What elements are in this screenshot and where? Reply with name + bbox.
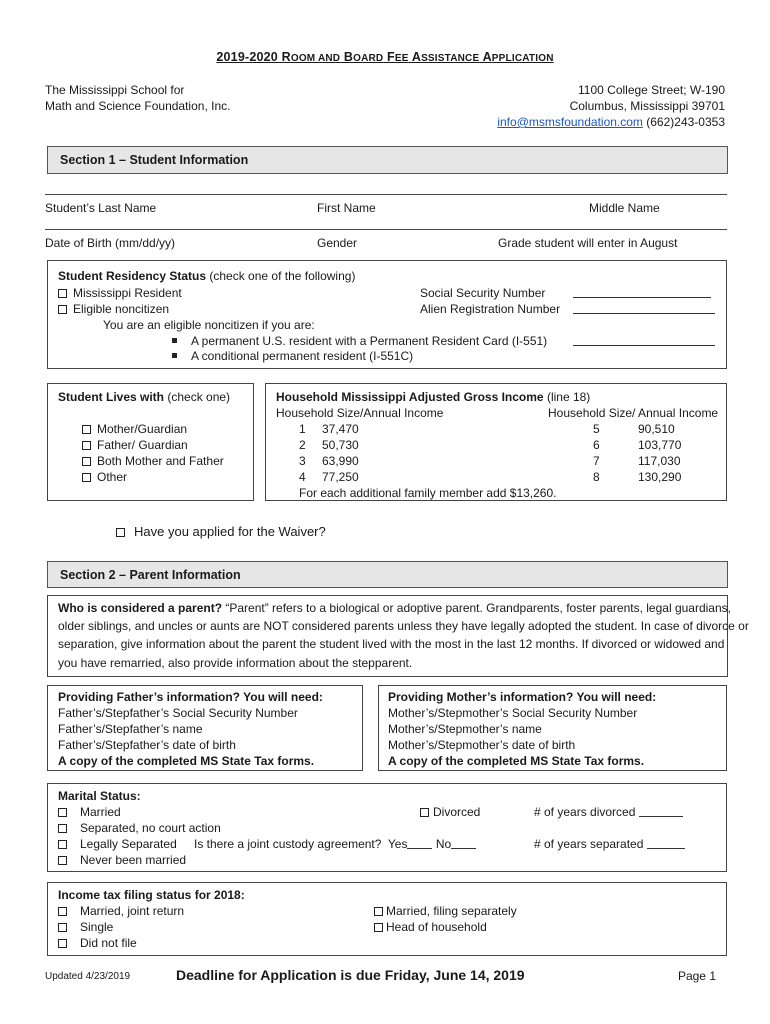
income-value: 63,990: [322, 454, 359, 468]
checkbox[interactable]: [374, 923, 383, 932]
eligible-intro: You are an eligible noncitizen if you are:: [103, 318, 315, 332]
parent-def-line-4: you have remarried, also provide information about the stepparent.: [58, 656, 413, 670]
checkbox[interactable]: [82, 457, 91, 466]
marital-title: Marital Status:: [58, 789, 141, 803]
tax-joint-option[interactable]: Married, joint return: [58, 903, 184, 919]
mother-info-title: Providing Mother’s information? You will need:: [388, 690, 657, 704]
waiver-checkbox[interactable]: [116, 528, 125, 537]
parent-def-line-3: separation, give information about the parent the student lived with the most in the last 12 months. If divorced or widowed and: [58, 637, 725, 651]
tax-separately-option[interactable]: Married, filing separately: [374, 903, 517, 919]
income-additional-note: For each additional family member add $13,260.: [299, 486, 557, 500]
income-row: 6: [593, 438, 600, 452]
dob-label: Date of Birth (mm/dd/yy): [45, 236, 176, 250]
lives-with-option-father[interactable]: Father/ Guardian: [82, 437, 188, 453]
years-divorced: # of years divorced: [534, 804, 683, 820]
years-separated: # of years separated: [534, 836, 685, 852]
checkbox[interactable]: [82, 441, 91, 450]
updated-date: Updated 4/23/2019: [45, 971, 131, 982]
father-info-tax-forms: A copy of the completed MS State Tax forms.: [58, 754, 315, 768]
section-1-heading: Section 1 – Student Information: [47, 146, 728, 174]
years-divorced-field[interactable]: [639, 805, 683, 817]
income-row: 7: [593, 454, 600, 468]
noncitizen-option[interactable]: Eligible noncitizen: [58, 301, 169, 317]
lives-with-title: Student Lives with (check one): [58, 390, 231, 404]
parent-def-line-2: older siblings, and uncles or aunts are NOT considered parents unless they have legally adopted the student. In case of divorce or: [58, 619, 749, 633]
income-value: 77,250: [322, 470, 359, 484]
divorced-option[interactable]: Divorced: [420, 804, 480, 820]
mother-info-line: Mother’s/Stepmother’s name: [388, 722, 542, 736]
checkbox[interactable]: [82, 425, 91, 434]
income-value: 103,770: [638, 438, 682, 452]
income-value: 37,470: [322, 422, 359, 436]
alien-label: Alien Registration Number: [420, 302, 561, 316]
checkbox[interactable]: [58, 824, 67, 833]
page-title: 2019-2020 ROOM AND BOARD FEE ASSISTANCE APPLICATION: [216, 50, 554, 64]
deadline-notice: Deadline for Application is due Friday, June 14, 2019: [176, 967, 525, 983]
resident-option[interactable]: Mississippi Resident: [58, 285, 182, 301]
checkbox[interactable]: [58, 856, 67, 865]
dob-line: [45, 229, 727, 230]
phone-number: (662)243-0353: [646, 115, 725, 129]
checkbox[interactable]: [58, 840, 67, 849]
alien-number-field[interactable]: [573, 302, 715, 314]
lives-with-option-other[interactable]: Other: [82, 469, 127, 485]
parent-def-line-1: Who is considered a parent? “Parent” refers to a biological or adoptive parent. Grandparents, foster parents, legal guardians,: [58, 601, 731, 615]
legally-separated-option[interactable]: Legally Separated: [58, 836, 177, 852]
income-value: 50,730: [322, 438, 359, 452]
page-number: Page 1: [677, 969, 716, 983]
joint-custody-yes-field[interactable]: [407, 837, 432, 849]
mother-info-line: Mother’s/Stepmother’s date of birth: [388, 738, 576, 752]
checkbox[interactable]: [420, 808, 429, 817]
checkbox[interactable]: [82, 473, 91, 482]
ssn-label: Social Security Number: [420, 286, 546, 300]
income-row: 2: [299, 438, 306, 452]
mother-info-tax-forms: A copy of the completed MS State Tax forms.: [388, 754, 645, 768]
separated-no-court-option[interactable]: Separated, no court action: [58, 820, 221, 836]
name-line: [45, 194, 727, 195]
married-option[interactable]: Married: [58, 804, 121, 820]
waiver-option[interactable]: Have you applied for the Waiver?: [116, 524, 326, 539]
bullet-icon: [172, 338, 177, 343]
grade-label: Grade student will enter in August: [498, 236, 678, 250]
resident-checkbox[interactable]: [58, 289, 67, 298]
years-separated-field[interactable]: [647, 837, 685, 849]
tax-filing-title: Income tax filing status for 2018:: [58, 888, 245, 902]
address-line-2: Columbus, Mississippi 39701: [569, 99, 725, 113]
gender-label: Gender: [317, 236, 358, 250]
joint-custody-no-field[interactable]: [451, 837, 476, 849]
checkbox[interactable]: [374, 907, 383, 916]
income-col-right-header: Household Size/ Annual Income: [548, 406, 719, 420]
tax-did-not-file-option[interactable]: Did not file: [58, 935, 137, 951]
last-name-label: Student’s Last Name: [45, 201, 157, 215]
father-info-line: Father’s/Stepfather’s Social Security Number: [58, 706, 298, 720]
resident-card-field[interactable]: [573, 334, 715, 346]
middle-name-label: Middle Name: [589, 201, 660, 215]
joint-custody-question: Is there a joint custody agreement? Yes No: [194, 836, 476, 852]
email-link[interactable]: info@msmsfoundation.com: [497, 115, 643, 129]
org-line-2: Math and Science Foundation, Inc.: [45, 99, 231, 113]
noncitizen-checkbox[interactable]: [58, 305, 67, 314]
lives-with-option-mother[interactable]: Mother/Guardian: [82, 421, 187, 437]
income-value: 90,510: [638, 422, 675, 436]
never-married-option[interactable]: Never been married: [58, 852, 186, 868]
income-title: Household Mississippi Adjusted Gross Income (line 18): [276, 390, 591, 404]
income-col-left-header: Household Size/Annual Income: [276, 406, 444, 420]
ssn-field[interactable]: [573, 286, 711, 298]
residency-title: Student Residency Status (check one of the following): [58, 269, 356, 283]
eligible-bullet-1: A permanent U.S. resident with a Permanent Resident Card (I-551): [172, 333, 547, 349]
tax-head-option[interactable]: Head of household: [374, 919, 487, 935]
income-row: 8: [593, 470, 600, 484]
lives-with-option-both[interactable]: Both Mother and Father: [82, 453, 224, 469]
address-line-1: 1100 College Street; W-190: [578, 83, 725, 97]
contact-line: [497, 114, 725, 130]
income-row: 5: [593, 422, 600, 436]
income-row: 3: [299, 454, 306, 468]
income-row: 4: [299, 470, 306, 484]
income-value: 130,290: [638, 470, 682, 484]
org-line-1: The Mississippi School for: [45, 83, 185, 97]
checkbox[interactable]: [58, 939, 67, 948]
income-row: 1: [299, 422, 306, 436]
bullet-icon: [172, 353, 177, 358]
checkbox[interactable]: [58, 808, 67, 817]
checkbox[interactable]: [58, 907, 67, 916]
father-info-line: Father’s/Stepfather’s date of birth: [58, 738, 236, 752]
mother-info-line: Mother’s/Stepmother’s Social Security Number: [388, 706, 638, 720]
checkbox[interactable]: [58, 923, 67, 932]
first-name-label: First Name: [317, 201, 376, 215]
eligible-bullet-2: A conditional permanent resident (I-551C): [172, 348, 413, 364]
father-info-line: Father’s/Stepfather’s name: [58, 722, 203, 736]
father-info-title: Providing Father’s information? You will need:: [58, 690, 323, 704]
tax-single-option[interactable]: Single: [58, 919, 113, 935]
income-value: 117,030: [638, 454, 681, 468]
section-2-heading: Section 2 – Parent Information: [47, 561, 728, 588]
